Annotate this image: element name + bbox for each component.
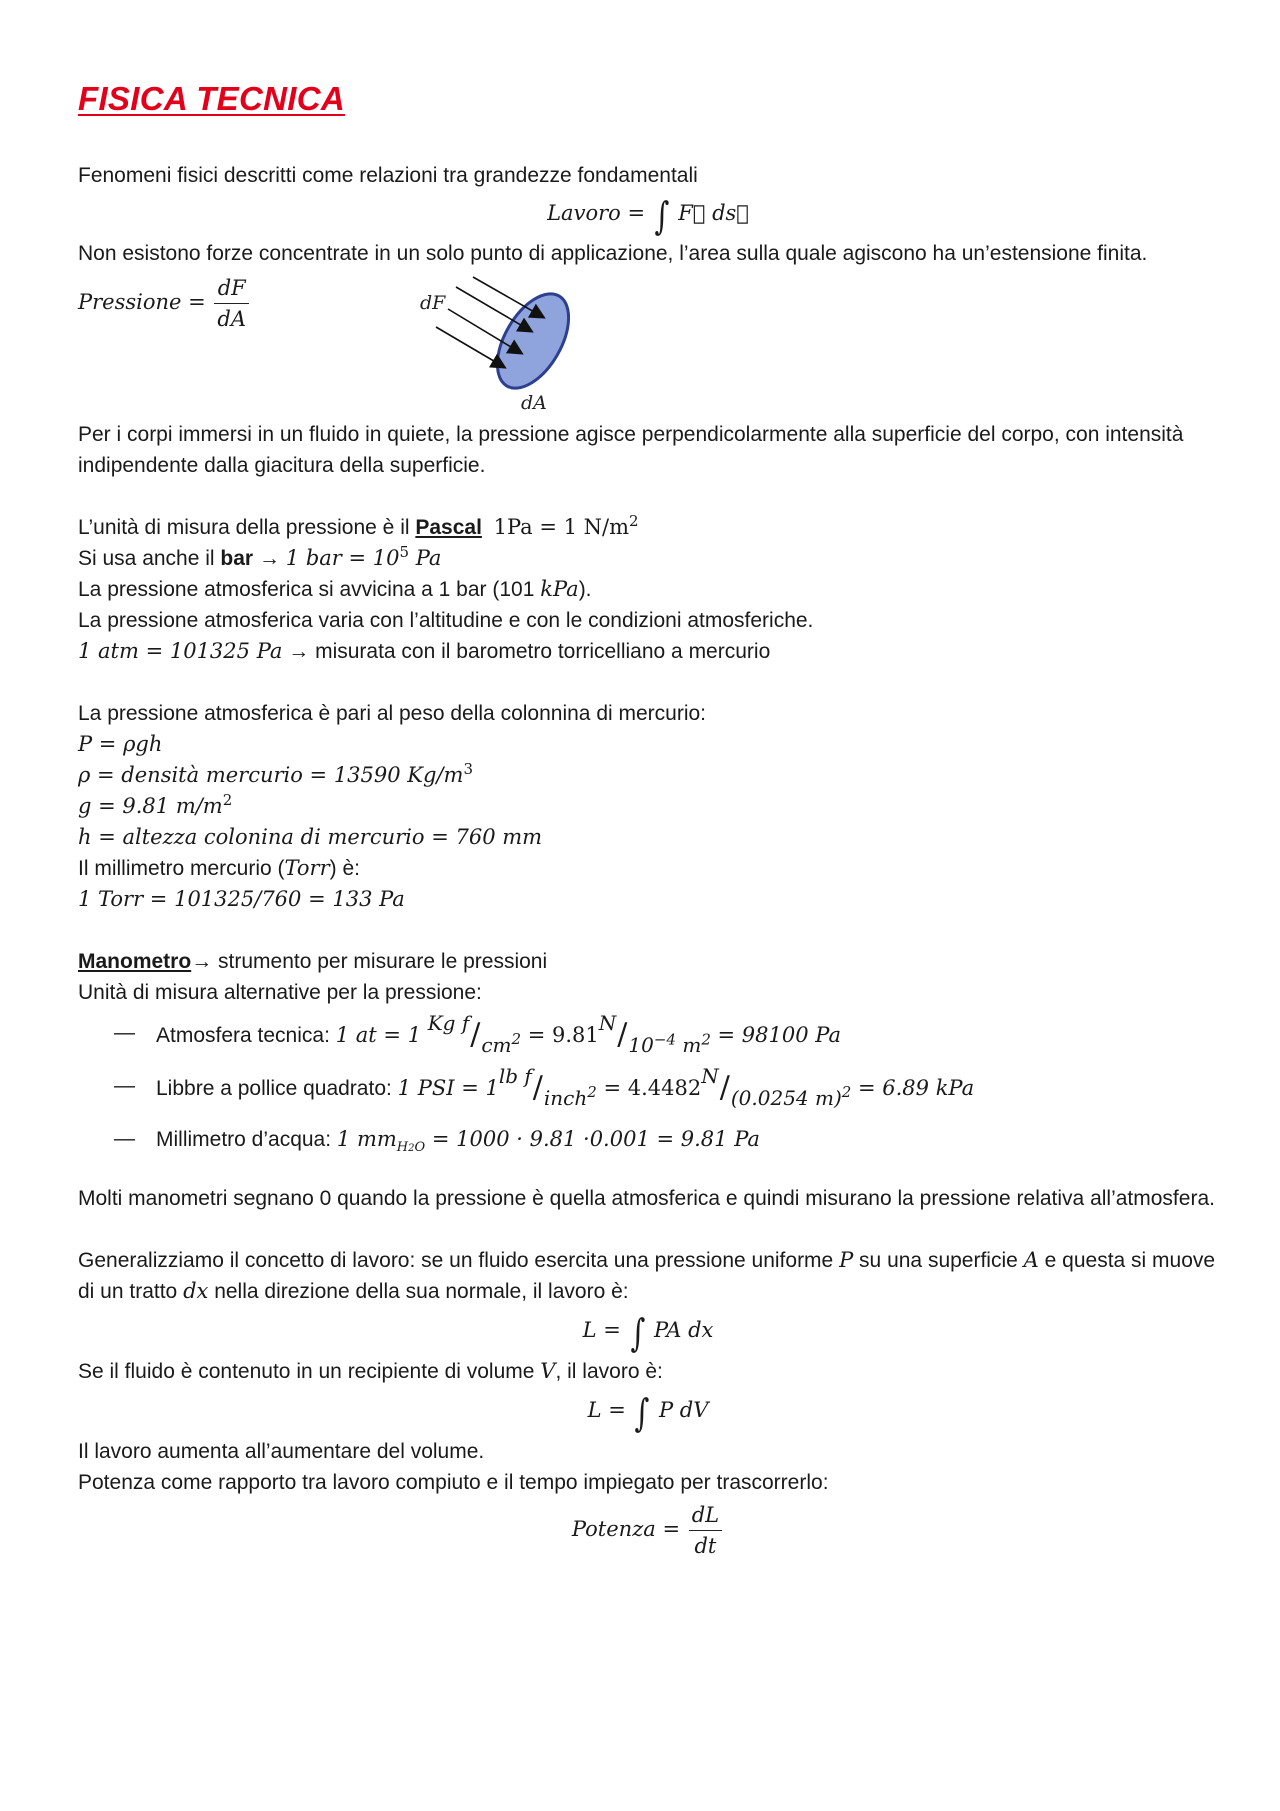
atm-line: [78, 636, 1218, 667]
atm-near-unit: kPa: [540, 577, 579, 601]
manometro-line: [78, 946, 1218, 977]
list-item: — Millimetro d’acqua: 1 $mm_{H2O} = 1000 \cdot 9.81 \cdot 0.001 = 9.81$ Pa: [114, 1127, 760, 1156]
torr-equation: 1 Torr = 101325/760 = 133 Pa: [78, 887, 405, 911]
pressione-num: dF: [214, 273, 249, 304]
bar-eq-unit: Pa: [409, 546, 442, 570]
bar-line: Si usa anche il bar → 1 bar = $10^5$ Pa: [78, 543, 442, 570]
corpi-text: Per i corpi immersi in un fluido in quiete, la pressione agisce perpendicolarmente alla superficie del corpo, con intensità indipendente dalla giacitura della superficie.: [78, 423, 1184, 477]
mmh2o-eq: 1 mm: [336, 1127, 397, 1151]
manometro-word: Manometro: [78, 950, 192, 973]
rho-equation: ρ = densità mercurio = 13590 Kg/m: [78, 763, 464, 787]
volume-text: Se il fluido è contenuto in un recipiente di volume V, il lavoro è:: [78, 1359, 663, 1383]
lavoro-equation: Lavoro = ∫ F⃗ ds⃗: [547, 194, 749, 238]
p-equation: P = ρgh: [78, 732, 163, 756]
bar-arrow: →: [253, 547, 286, 570]
psi-eq: 1 PSI = 1: [397, 1076, 499, 1100]
L2-equation: L = ∫ P dV: [587, 1391, 709, 1435]
psi-result: = 6.89 kPa: [851, 1076, 975, 1100]
pressure-diagram: [418, 269, 638, 419]
bar-word: bar: [220, 547, 254, 570]
alt-units-list: [78, 1008, 1218, 1165]
pressione-den: dA: [217, 307, 247, 331]
atm-near-pre: La pressione atmosferica si avvicina a 1 bar (101: [78, 578, 541, 601]
psi-label: Libbre a pollice quadrato:: [156, 1077, 398, 1100]
g-equation: g = 9.81 m/m: [78, 794, 223, 818]
fig-dA-label: dA: [521, 392, 547, 414]
mmh2o-label: Millimetro d’acqua:: [156, 1128, 337, 1151]
pressione-row: [78, 269, 1218, 419]
g-line: g = 9.81 $m/m^2$: [78, 791, 233, 818]
force-arrow: [456, 287, 531, 331]
rho-line: ρ = densità mercurio = 13590 $Kg/m^3$: [78, 760, 473, 787]
L1-equation: L = ∫ PA dx: [582, 1311, 714, 1355]
atm-varies-line: La pressione atmosferica varia con l’altitudine e con le condizioni atmosferiche.: [78, 609, 814, 632]
intro-text: Fenomeni fisici descritti come relazioni tra grandezze fondamentali: [78, 164, 698, 187]
at-mid: = 9.81: [521, 1023, 599, 1047]
at-frac1: Kg $f/cm^2$: [427, 1011, 522, 1057]
page-title: FISICA TECNICA: [78, 80, 345, 117]
pascal-word: Pascal: [415, 516, 482, 539]
lavoro-integrand: F⃗ ds⃗: [678, 201, 749, 225]
manometro-desc: → strumento per misurare le pressioni: [191, 950, 548, 973]
torr-pre: Il millimetro mercurio (: [78, 857, 285, 880]
force-arrow: [436, 327, 504, 367]
bar-pre: Si usa anche il: [78, 547, 221, 570]
atm-near-line: [78, 574, 1218, 605]
atm-post: → misurata con il barometro torricelliano a mercurio: [282, 640, 771, 663]
psi-mid: = 4.4482: [596, 1076, 702, 1100]
torr-line: [78, 853, 1218, 884]
at-eq: 1 at = 1: [335, 1023, 428, 1047]
pascal-pre: L’unità di misura della pressione è il: [78, 516, 416, 539]
at-result: = 98100 Pa: [710, 1023, 841, 1047]
mmh2o-result: = 1000 · 9.81 ·0.001 = 9.81 Pa: [425, 1127, 760, 1151]
manometri-text: Molti manometri segnano 0 quando la pressione è quella atmosferica e quindi misurano la pressione relativa all’atmosfera.: [78, 1187, 1215, 1210]
list-item: — Libbre a pollice quadrato: 1 PSI = 1lb f/inch$^2$ = 4.4482N/(0.0254 m)$^2$ = 6.89 kPa: [78, 1061, 1218, 1114]
mercury-intro: La pressione atmosferica è pari al peso della colonnina di mercurio:: [78, 702, 707, 725]
potenza-equation: Potenza = $\frac{dL}{dt}$: [78, 1500, 1218, 1561]
pressione-equation: Pressione = $\frac{dF}{dA}$: [78, 273, 251, 334]
document-body: [78, 160, 1218, 1561]
atm-eq: 1 atm = 101325 Pa: [78, 639, 283, 663]
forze-text: Non esistono forze concentrate in un solo punto di applicazione, l’area sulla quale agiscono ha un’estensione finita.: [78, 242, 1148, 265]
potenza-text: Potenza come rapporto tra lavoro compiuto e il tempo impiegato per trascorrerlo:: [78, 1471, 829, 1494]
torr-word: Torr: [284, 856, 330, 880]
pascal-line: L’unità di misura della pressione è il Pascal 1Pa = 1 $N/m^2$: [78, 512, 639, 539]
pressione-fraction: [214, 273, 249, 334]
pressione-label: Pressione: [78, 290, 182, 314]
aumenta-text: Il lavoro aumenta all’aumentare del volume.: [78, 1440, 485, 1463]
pascal-eq: 1Pa = 1 N/m: [493, 515, 630, 539]
psi-frac2: N/(0.0254 m)$^2$: [701, 1064, 852, 1110]
h-equation: h = altezza colonina di mercurio = 760 mm: [78, 825, 543, 849]
at-label: Atmosfera tecnica:: [156, 1024, 336, 1047]
surface-ellipse: [483, 282, 583, 400]
psi-frac1: lb f/inch$^2$: [498, 1064, 597, 1110]
list-item: — Atmosfera tecnica: 1 at = 1 Kg $f/cm^2 = 9.81N/10^{-4}$ $m^2 = 98100$ Pa: [78, 1008, 1218, 1061]
force-arrow: [473, 277, 543, 317]
atm-near-post: ).: [578, 578, 592, 601]
at-frac2: $N/10^{-4}$ $m^2$: [598, 1011, 711, 1057]
bar-eq: 1 bar = 10: [285, 546, 400, 570]
lavoro-label: Lavoro: [547, 201, 621, 225]
torr-post: ) è:: [329, 857, 360, 880]
fig-dF-label: dF: [420, 292, 446, 314]
general-text: Generalizziamo il concetto di lavoro: se un fluido esercita una pressione uniforme P su una superficie A e questa si muove di un tratto dx nella direzione della sua normale, il lavoro è:: [78, 1248, 1216, 1303]
potenza-fraction: $\frac{dL}{dt}$: [689, 1500, 722, 1561]
alt-units-text: Unità di misura alternative per la pressione:: [78, 981, 482, 1004]
